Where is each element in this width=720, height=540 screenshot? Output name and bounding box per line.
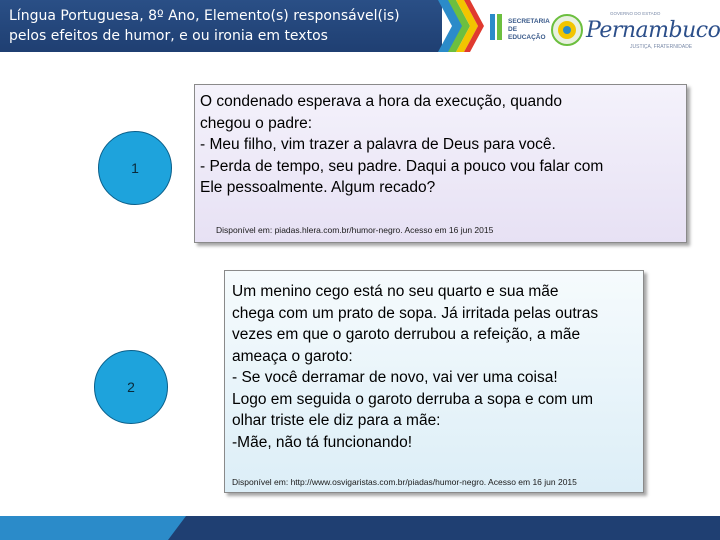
title-line-1: Língua Portuguesa, 8º Ano, Elemento(s) responsável(is) bbox=[9, 8, 400, 24]
pernambuco-brand bbox=[550, 6, 718, 56]
footer-accent-notch bbox=[168, 516, 186, 540]
title-line-2: pelos efeitos de humor, e ou ironia em textos bbox=[9, 28, 328, 44]
joke-card-1 bbox=[194, 84, 687, 243]
secretaria-logo bbox=[488, 10, 550, 48]
source-citation-2: Disponível em: http://www.osvigaristas.com.br/piadas/humor-negro. Acesso em 16 jun 2015 bbox=[232, 477, 577, 487]
item-number-2: 2 bbox=[127, 379, 135, 395]
page-title bbox=[0, 0, 442, 52]
state-seal-icon bbox=[550, 10, 584, 50]
joke-card-2 bbox=[224, 270, 644, 493]
secretaria-icon bbox=[488, 12, 506, 42]
brand-name: Pernambuco bbox=[586, 18, 720, 43]
flag-stripes-decoration bbox=[438, 0, 484, 52]
header bbox=[0, 0, 720, 68]
item-number-badge-1 bbox=[98, 131, 172, 205]
footer-accent-band bbox=[0, 516, 168, 540]
item-number-badge-2 bbox=[94, 350, 168, 424]
secretaria-label: SECRETARIA DE EDUCAÇÃO bbox=[508, 18, 550, 41]
brand-top-text: GOVERNO DO ESTADO bbox=[610, 11, 661, 16]
institution-logos bbox=[488, 6, 718, 56]
footer-bar bbox=[0, 516, 720, 540]
brand-tagline: JUSTIÇA, FRATERNIDADE bbox=[630, 44, 693, 50]
item-number-1: 1 bbox=[131, 160, 139, 176]
source-citation-1: Disponível em: piadas.hlera.com.br/humor-negro. Acesso em 16 jun 2015 bbox=[216, 225, 494, 235]
joke-text-1: O condenado esperava a hora da execução, quando chegou o padre: - Meu filho, vim trazer a palavra de Deus para você. - Perda de tempo, seu padre. Daqui a pouco vou falar com Ele pessoalmente. Algum recado? bbox=[200, 93, 604, 196]
joke-text-2: Um menino cego está no seu quarto e sua mãe chega com um prato de sopa. Já irritada pelas outras vezes em que o garoto derrubou a refeição, a mãe ameaça o garoto: - Se você derramar de novo, vai ver uma coisa! Logo em seguida o garoto derruba a sopa e com um olhar triste ele diz para a mãe: -Mãe, não tá funcionando! bbox=[232, 283, 599, 451]
